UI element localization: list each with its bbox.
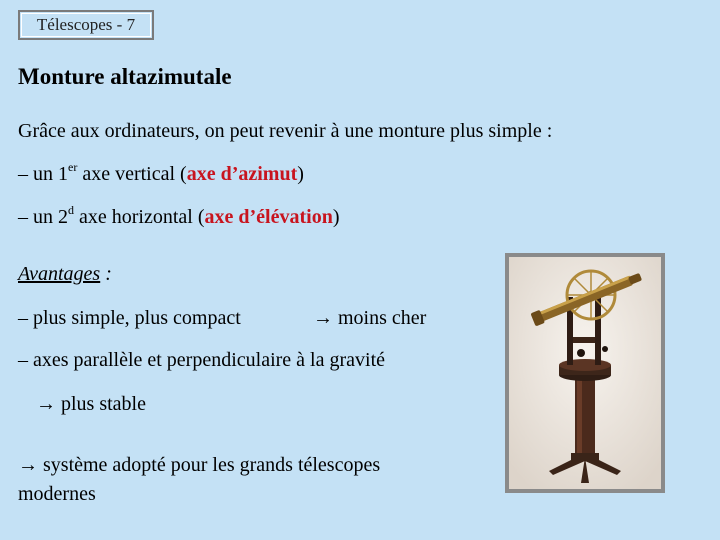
advantages-heading: Avantages — [18, 263, 101, 285]
slide-title: Monture altazimutale — [18, 64, 232, 89]
axis-2-suffix: ) — [332, 206, 340, 228]
altazimuth-telescope-photo — [505, 253, 665, 493]
axis-2-ordinal: d — [68, 203, 74, 217]
axis-2-prefix: – un 2 — [18, 206, 68, 228]
axis-1-line — [18, 160, 304, 186]
azimuth-term: axe d’azimut — [186, 163, 298, 185]
advantages-colon: : — [100, 263, 112, 285]
telescope-illustration — [509, 257, 661, 489]
advantages-heading-line — [18, 263, 112, 286]
axis-1-suffix: ) — [297, 163, 304, 185]
axis-1-ordinal: er — [68, 160, 78, 174]
axis-1-mid: axe vertical ( — [77, 163, 187, 185]
conclusion-line-1: → système adopté pour les grands télescopes — [18, 454, 381, 476]
advantage-2: – axes parallèle et perpendiculaire à la gravité — [18, 349, 386, 371]
axis-2-line — [18, 203, 340, 229]
advantage-1-result: → moins cher — [313, 307, 427, 329]
advantage-1: – plus simple, plus compact — [18, 307, 241, 329]
advantage-2-result: → plus stable — [36, 393, 146, 415]
axis-1-prefix: – un 1 — [18, 163, 68, 185]
slide-tag: Télescopes - 7 — [18, 10, 154, 40]
elevation-term: axe d’élévation — [204, 206, 333, 228]
intro-text: Grâce aux ordinateurs, on peut revenir à une monture plus simple : — [18, 120, 553, 142]
conclusion-line-2: modernes — [18, 483, 96, 505]
axis-2-mid: axe horizontal ( — [74, 206, 205, 228]
